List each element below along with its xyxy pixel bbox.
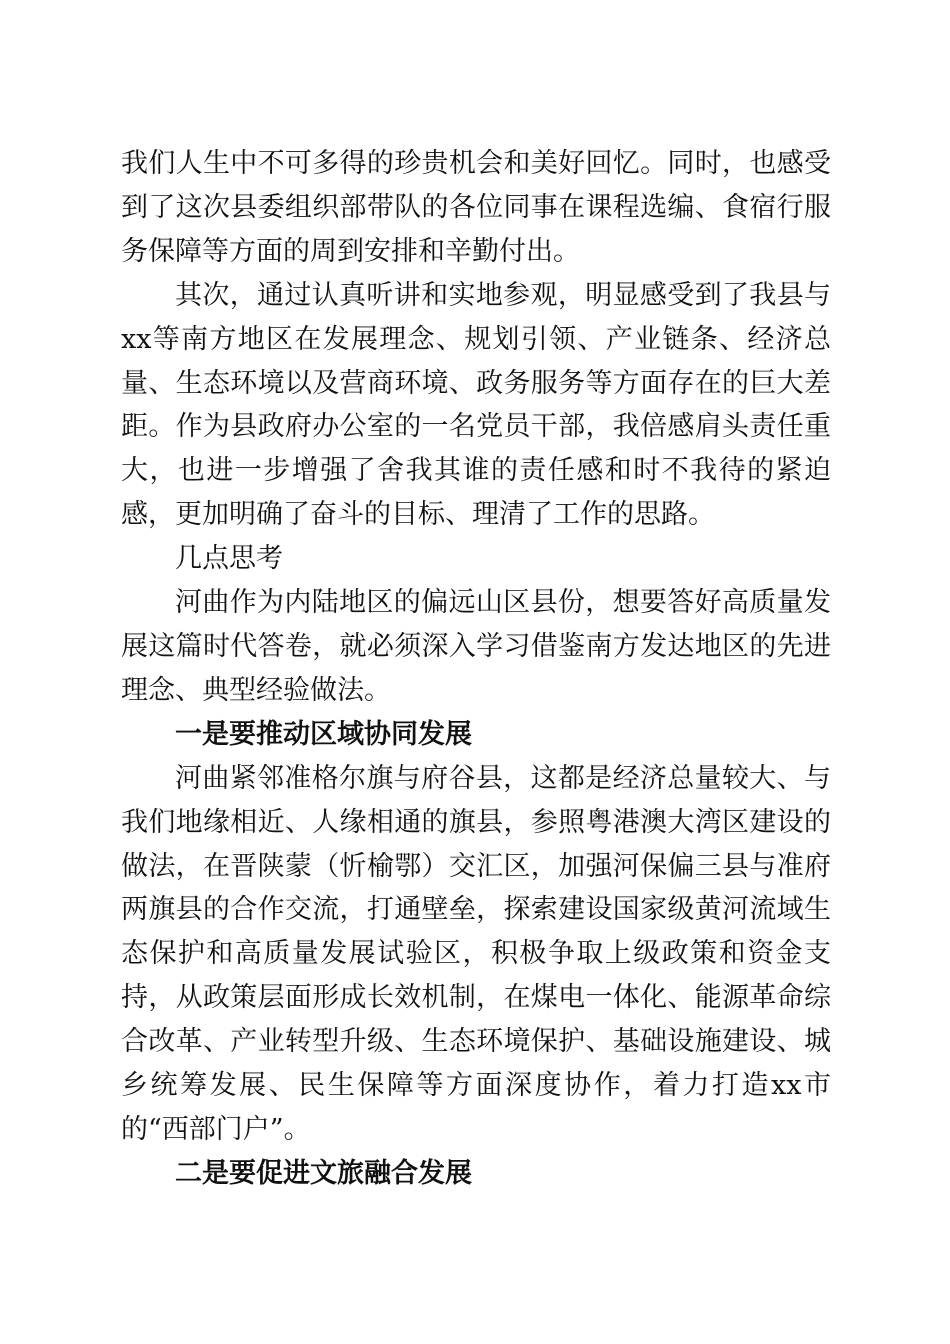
heading-regional-coordination: 一是要推动区域协同发展 [175, 718, 472, 750]
paragraph-gap-reflection: 其次，通过认真听讲和实地参观，明显感受到了我县与xx等南方地区在发展理念、规划引领、产业链条、经济总量、生态环境以及营商环境、政务服务等方面存在的巨大差距。作为县政府办公室的一名党员干部，我倍感肩头责任重大，也进一步增强了舍我其谁的责任感和时不我待的紧迫感，更加明确了奋斗的目标、理清了工作的思路。 [121, 279, 831, 531]
section-title-thoughts: 几点思考 [175, 543, 283, 575]
paragraph-regional-coordination: 河曲紧邻准格尔旗与府谷县，这都是经济总量较大、与我们地缘相近、人缘相通的旗县，参照粤港澳大湾区建设的做法，在晋陕蒙（忻榆鄂）交汇区，加强河保偏三县与准府两旗县的合作交流，打通壁垒，探索建设国家级黄河流域生态保护和高质量发展试验区，积极争取上级政策和资金支持，从政策层面形成长效机制，在煤电一体化、能源革命综合改革、产业转型升级、生态环境保护、基础设施建设、城乡统筹发展、民生保障等方面深度协作，着力打造xx市的“西部门户”。 [121, 762, 831, 1145]
document-body [121, 142, 831, 1196]
paragraph-thoughts-intro: 河曲作为内陆地区的偏远山区县份，想要答好高质量发展这篇时代答卷，就必须深入学习借鉴南方发达地区的先进理念、典型经验做法。 [121, 587, 831, 706]
heading-culture-tourism: 二是要促进文旅融合发展 [175, 1157, 472, 1189]
paragraph-continuation: 我们人生中不可多得的珍贵机会和美好回忆。同时，也感受到了这次县委组织部带队的各位同事在课程选编、食宿行服务保障等方面的周到安排和辛勤付出。 [121, 148, 831, 267]
